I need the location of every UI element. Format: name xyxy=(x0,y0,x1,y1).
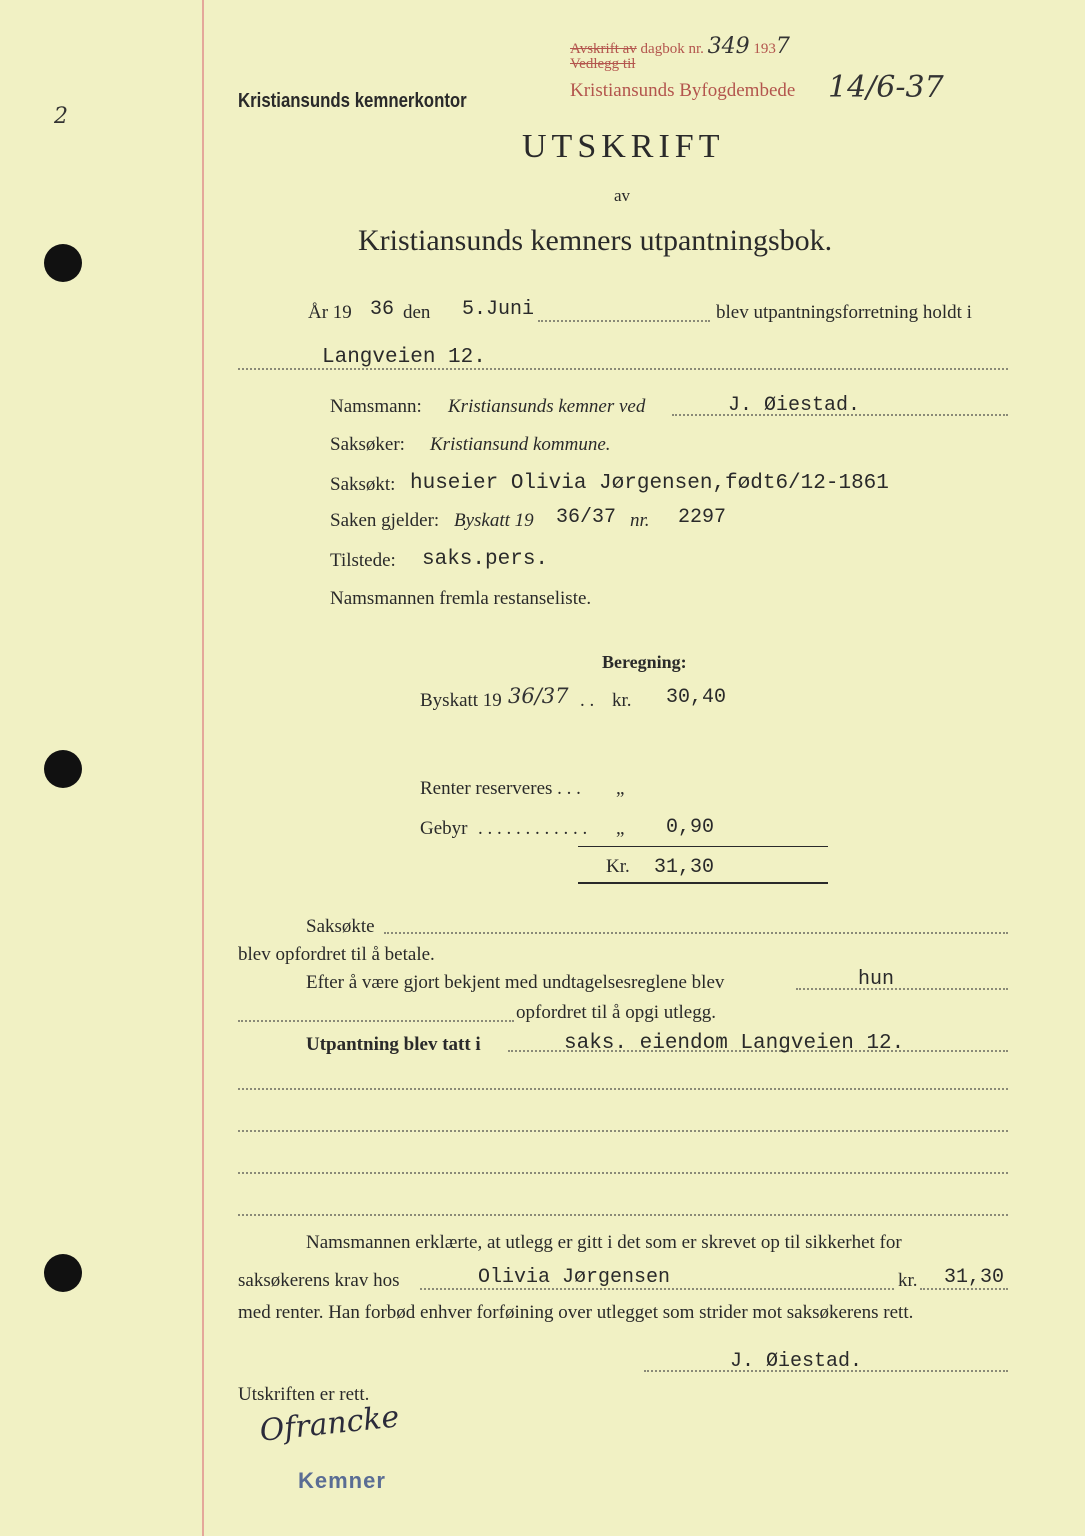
total-label: Kr. xyxy=(606,856,630,877)
krav-kr-label: kr. xyxy=(898,1270,918,1291)
dotted-line xyxy=(238,1214,1008,1216)
gebyr-amount: 0,90 xyxy=(666,816,715,839)
opgi-text: opfordret til å opgi utlegg. xyxy=(516,1002,716,1023)
aar-label: År 19 xyxy=(308,302,352,323)
utpantning-label: Utpantning blev tatt i xyxy=(306,1034,481,1055)
dotted-line xyxy=(238,1020,514,1022)
saksokt-label: Saksøkt: xyxy=(330,474,396,495)
calculation-heading: Beregning: xyxy=(602,652,687,672)
sum-rule-bottom xyxy=(578,882,828,884)
efter-text: Efter å være gjort bekjent med undtagelsesreglene blev xyxy=(306,972,725,993)
office-stamp: Kristiansunds kemnerkontor xyxy=(238,90,467,112)
held-label: blev utpantningsforretning holdt i xyxy=(716,302,972,323)
saksoker-label: Saksøker: xyxy=(330,434,405,455)
dotted-line xyxy=(238,1088,1008,1090)
utpantning-value: saks. eiendom Langveien 12. xyxy=(564,1032,905,1055)
byskatt-year: 36/37 xyxy=(508,684,569,708)
intro-year: 36 xyxy=(370,298,395,321)
saksokt-value: huseier Olivia Jørgensen,født6/12-1861 xyxy=(410,472,889,495)
certified-text: Utskriften er rett. xyxy=(238,1384,370,1405)
saksokte-label: Saksøkte xyxy=(306,916,375,937)
byskatt-amount: 30,40 xyxy=(666,686,727,709)
document-title: UTSKRIFT xyxy=(522,128,725,165)
tilstede-value: saks.pers. xyxy=(422,548,549,571)
gjelder-nr: 2297 xyxy=(678,506,727,529)
byskatt-label: Byskatt 19 xyxy=(420,690,502,711)
declaration-line3: med renter. Han forbød enhver forføining over utlegget som strider mot saksøkerens rett. xyxy=(238,1302,914,1323)
gebyr-dots: . . . . . . . . . . . . xyxy=(478,818,588,839)
intro-date: 5.Juni xyxy=(462,298,535,321)
dotted-line xyxy=(538,320,710,322)
renter-label: Renter reserveres . . . xyxy=(420,778,581,799)
gebyr-label: Gebyr xyxy=(420,818,468,839)
dotted-line xyxy=(384,932,1008,934)
punch-hole xyxy=(44,244,82,282)
page-marker: 2 xyxy=(54,104,68,129)
total-amount: 31,30 xyxy=(654,856,715,879)
kemner-stamp: Kemner xyxy=(298,1468,386,1493)
namsmann-value: J. Øiestad. xyxy=(728,394,861,417)
intro-place: Langveien 12. xyxy=(322,346,486,369)
krav-amount: 31,30 xyxy=(944,1266,1005,1289)
efter-value: hun xyxy=(858,968,895,991)
punch-hole xyxy=(44,750,82,788)
margin-rule xyxy=(202,0,204,1536)
gjelder-label: Saken gjelder: xyxy=(330,510,440,531)
declaration-signed: J. Øiestad. xyxy=(730,1350,863,1373)
dotted-line xyxy=(238,368,1008,370)
declaration-line1: Namsmannen erklærte, at utlegg er gitt i det som er skrevet op til sikkerhet for xyxy=(306,1232,902,1253)
header-date: 14/6-37 xyxy=(828,70,944,105)
gebyr-ditto: „ xyxy=(616,818,625,839)
header-struck-text: Avskrift av xyxy=(570,41,637,57)
namsmann-label: Namsmann: xyxy=(330,396,422,417)
saksoker-value: Kristiansund kommune. xyxy=(430,434,611,455)
renter-ditto: „ xyxy=(616,778,625,799)
journal-number: 349 xyxy=(707,34,750,59)
header-court: Kristiansunds Byfogdembede xyxy=(570,80,796,101)
krav-label: saksøkerens krav hos xyxy=(238,1270,400,1291)
title-av: av xyxy=(614,186,631,205)
header-dagbok-label: dagbok nr. xyxy=(640,41,704,57)
signature: Ofrancke xyxy=(258,1399,401,1449)
gjelder-year: 36/37 xyxy=(556,506,617,529)
byskatt-kr-label: kr. xyxy=(612,690,632,711)
byskatt-dots: . . xyxy=(580,690,595,711)
punch-hole xyxy=(44,1254,82,1292)
restanse-text: Namsmannen fremla restanseliste. xyxy=(330,588,592,609)
opfordret-betale: blev opfordret til å betale. xyxy=(238,944,435,965)
sum-rule-top xyxy=(578,846,828,847)
tilstede-label: Tilstede: xyxy=(330,550,396,571)
gjelder-text: Byskatt 19 xyxy=(454,510,534,531)
den-label: den xyxy=(403,302,431,323)
dotted-line xyxy=(238,1172,1008,1174)
document-subtitle: Kristiansunds kemners utpantningsbok. xyxy=(358,224,833,257)
dotted-line xyxy=(796,988,1008,990)
namsmann-text: Kristiansunds kemner ved xyxy=(448,396,646,417)
header-vedlegg: Vedlegg til xyxy=(570,56,636,72)
header-year-printed: 193 xyxy=(753,41,776,57)
header-year-handwritten: 7 xyxy=(775,34,790,59)
dotted-line xyxy=(238,1130,1008,1132)
krav-name: Olivia Jørgensen xyxy=(478,1266,671,1289)
gjelder-nr-label: nr. xyxy=(630,510,650,531)
